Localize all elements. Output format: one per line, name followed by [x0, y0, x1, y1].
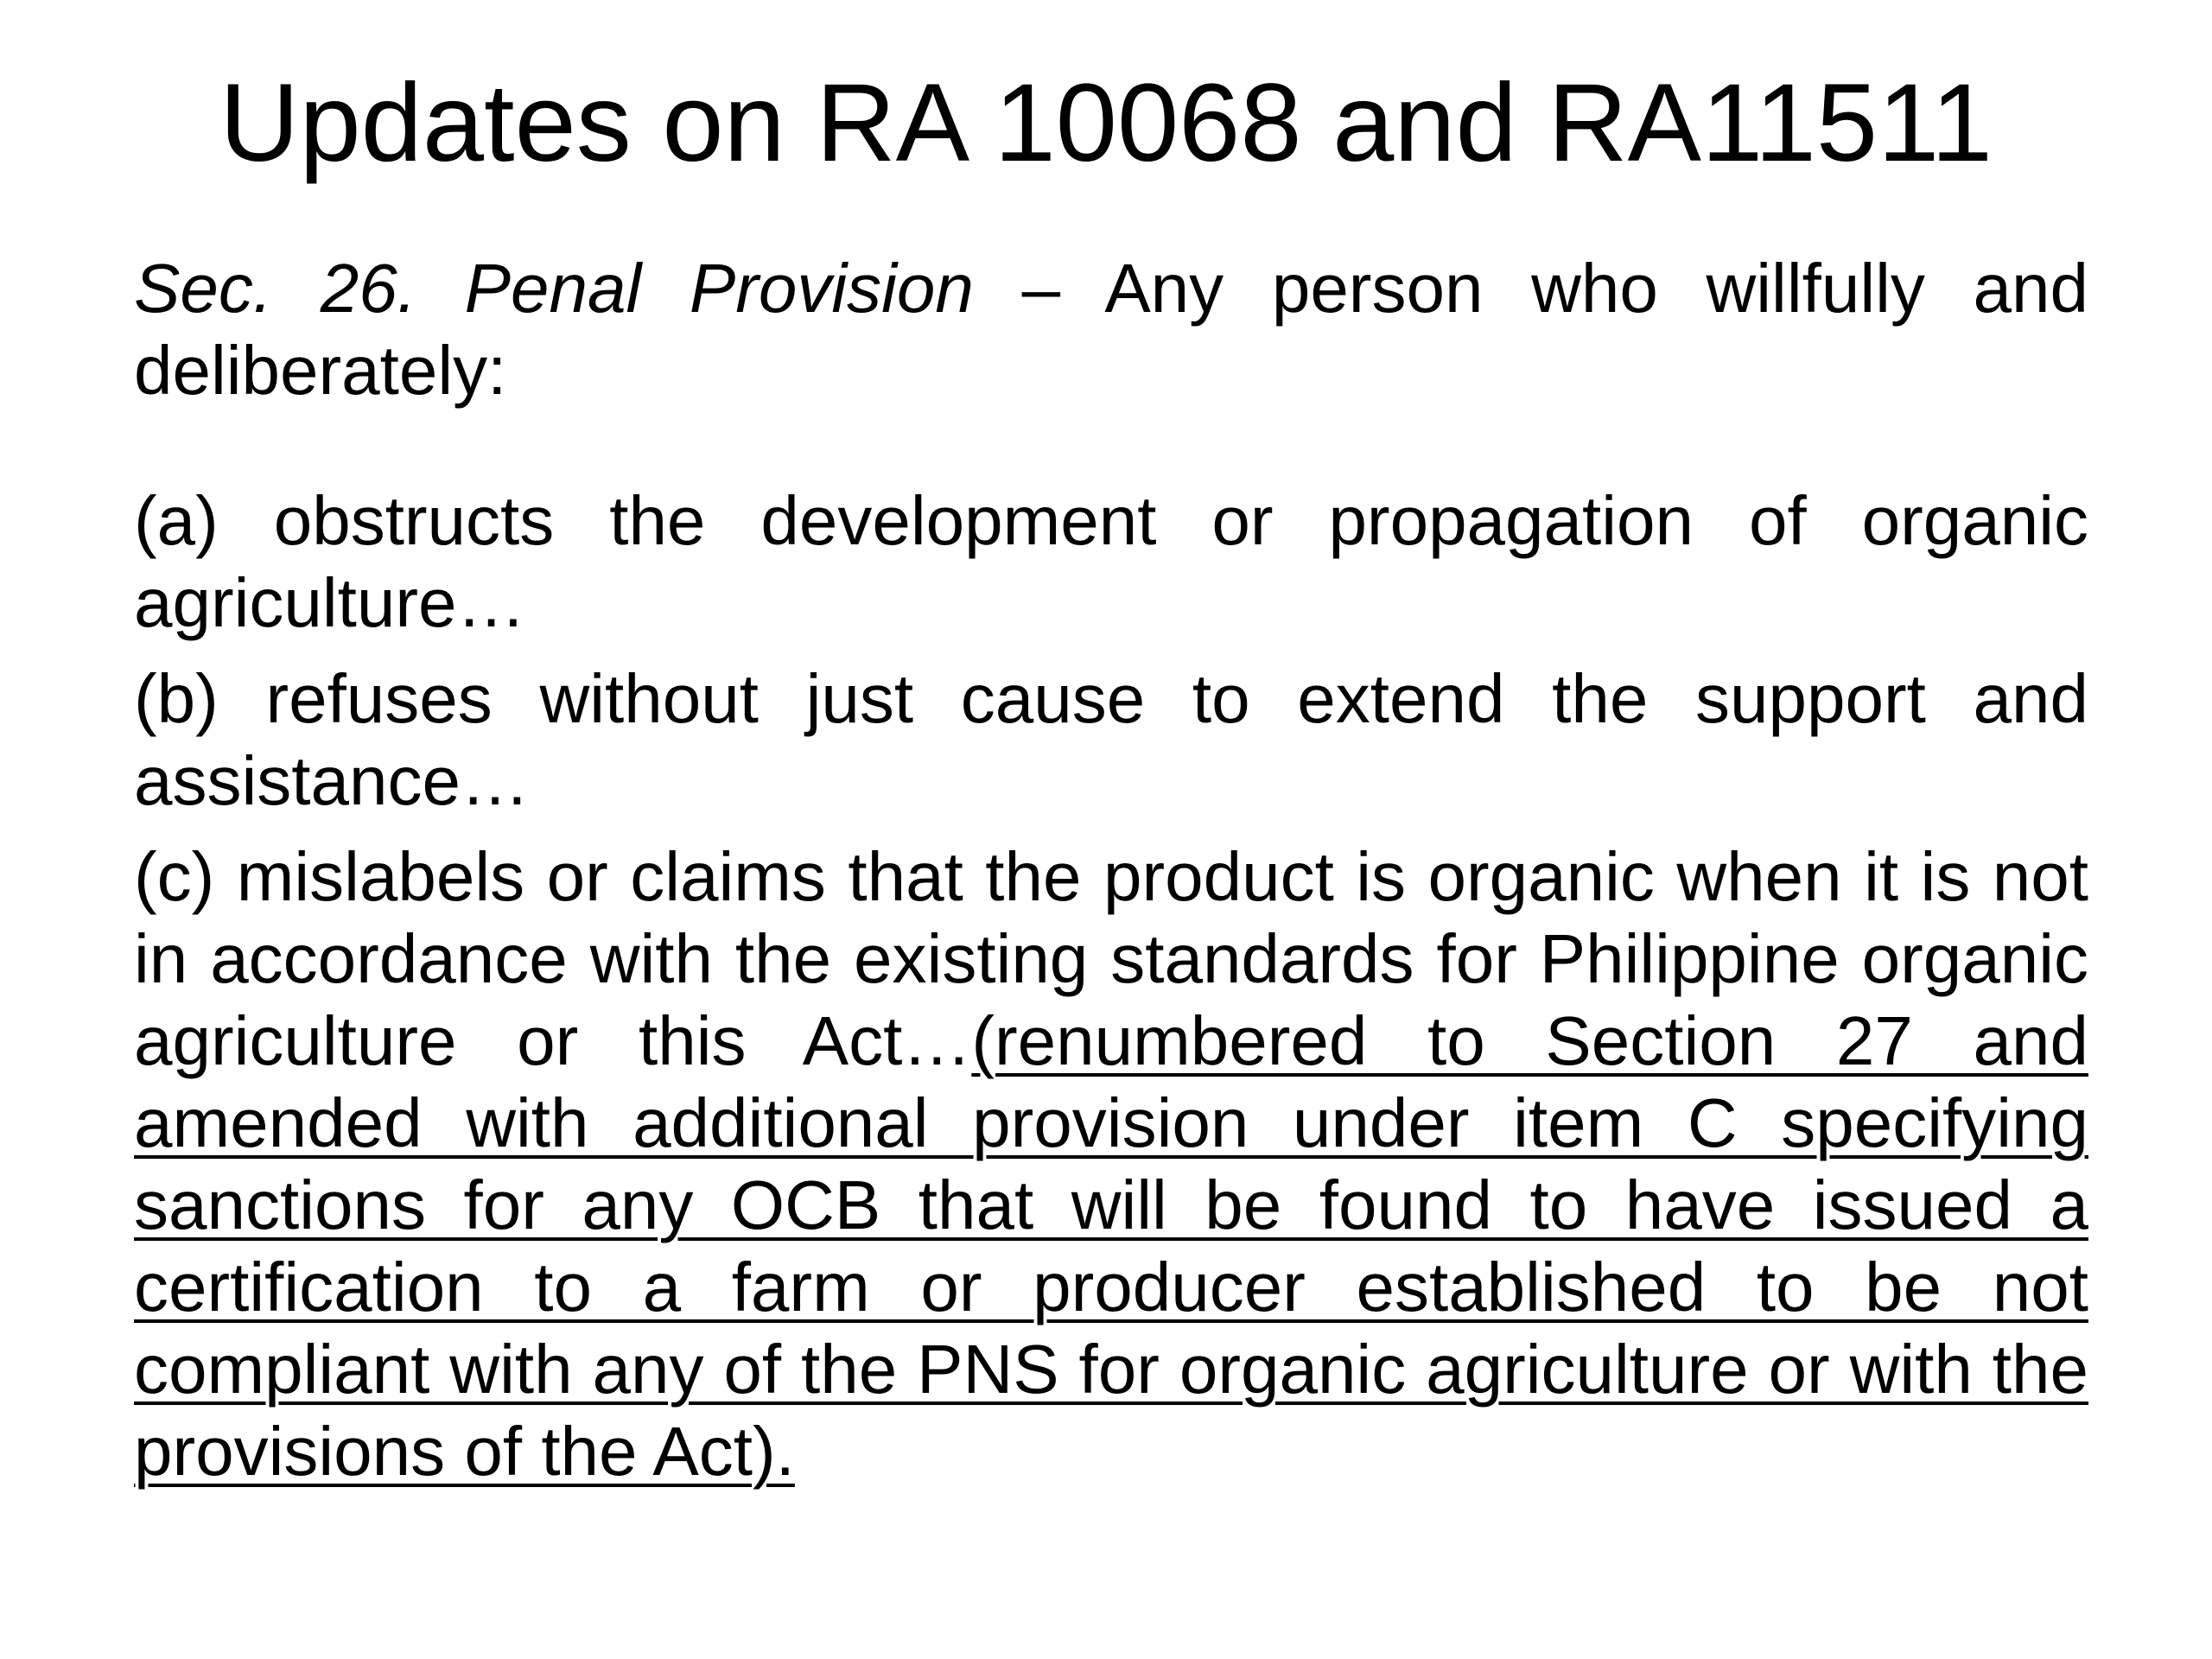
section-intro: Any person who willfully and deliberately: [134, 250, 2089, 409]
section-intro-paragraph [134, 247, 2088, 411]
item-c-amendment-note: (renumbered to Section 27 and amended with additional provision under item C specifying sanctions for any OCB that will be found to have issued a certification to a farm or producer established to be not compliant with any of the PNS for organic agriculture or with the provisions of the Act). [134, 1002, 2088, 1490]
item-b: (b) refuses without just cause to extend the support and assistance… [134, 660, 2088, 819]
item-c-text: (c) mislabels or claims that the product is organic when it is not in accordance with the existing standards for Philippine organic agriculture or this Act… [134, 838, 2088, 1079]
slide-body [134, 247, 2088, 1492]
section-dash: – [973, 250, 1105, 327]
slide-title: Updates on RA 10068 and RA11511 [219, 61, 1993, 185]
item-a: (a) obstructs the development or propagation of organic agriculture… [134, 482, 2088, 641]
section-heading: Sec. 26. Penal Provision [134, 250, 974, 327]
item-c [134, 836, 2088, 1492]
